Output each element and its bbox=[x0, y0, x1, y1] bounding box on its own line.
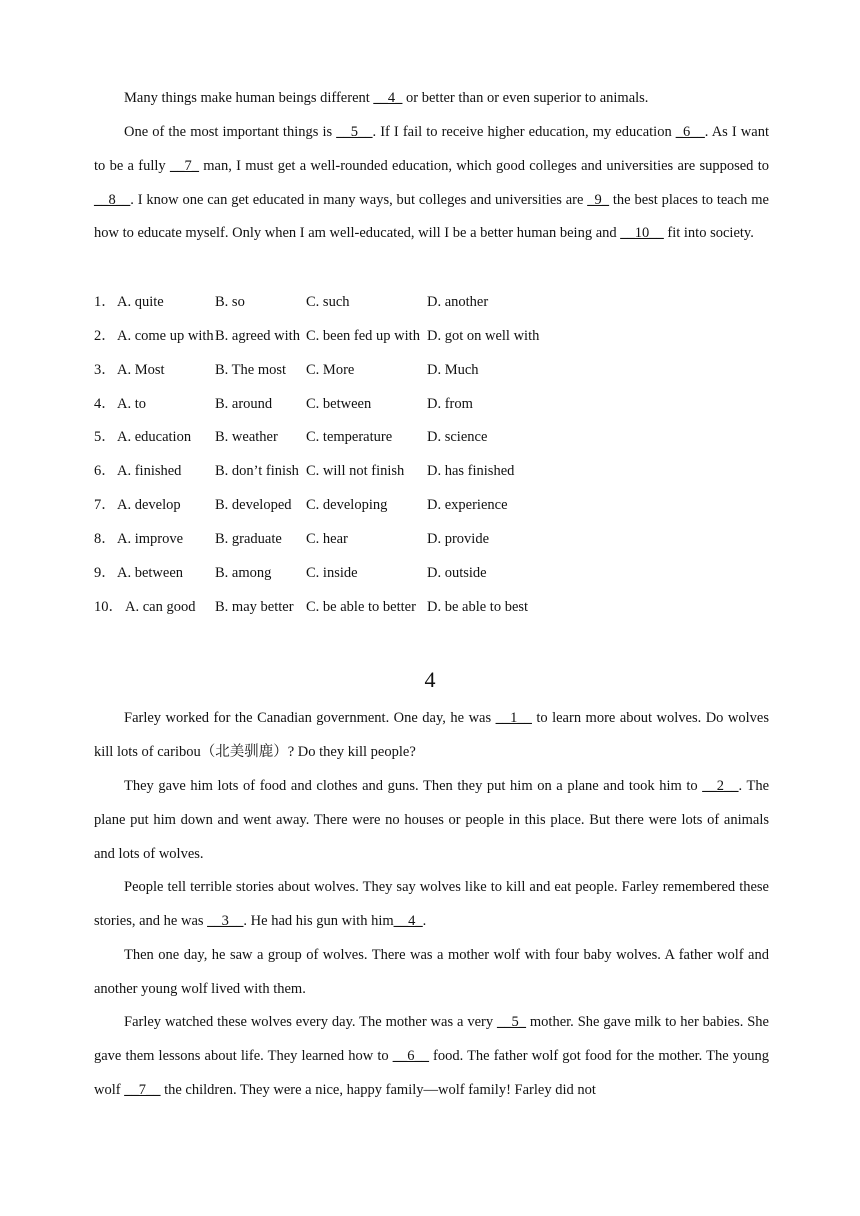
option-c: C. be able to better bbox=[306, 599, 416, 615]
passage3-paragraph-2 bbox=[94, 116, 769, 251]
text-segment: . bbox=[422, 912, 427, 929]
option-b: B. The most bbox=[215, 362, 287, 378]
option-d: D. Much bbox=[427, 362, 479, 378]
option-d: D. experience bbox=[427, 497, 508, 513]
option-d: D. science bbox=[427, 429, 488, 445]
question-number: 1． bbox=[94, 294, 116, 310]
question-number: 5． bbox=[94, 429, 116, 445]
blank-10: __10__ bbox=[620, 225, 664, 242]
option-a: A. Most bbox=[117, 362, 165, 378]
option-c: C. temperature bbox=[306, 429, 393, 445]
passage3-paragraph-1 bbox=[94, 82, 769, 116]
text-segment: . I know one can get educated in many ways, but colleges and universities are bbox=[130, 191, 588, 208]
option-c: C. between bbox=[306, 396, 372, 412]
blank-6: _6__ bbox=[675, 124, 705, 140]
passage4-paragraph-4 bbox=[94, 939, 769, 1007]
question-number: 10． bbox=[94, 599, 123, 615]
text-segment: to learn more about wolves. Do wolves kill lots of caribou（北美驯鹿）? Do they kill people? bbox=[94, 710, 769, 760]
option-c: C. been fed up with bbox=[306, 328, 420, 344]
passage4-paragraph-5 bbox=[94, 1006, 769, 1107]
question-number: 4． bbox=[94, 396, 116, 412]
text-segment: the children. They were a nice, happy family—wolf family! Farley did not bbox=[160, 1081, 596, 1098]
text-segment: . As I want to be a fully bbox=[94, 124, 769, 174]
option-a: A. come up with bbox=[117, 328, 214, 344]
option-b: B. may better bbox=[215, 599, 294, 615]
passage4-paragraph-2 bbox=[94, 770, 769, 871]
option-b: B. so bbox=[215, 294, 245, 310]
option-b: B. developed bbox=[215, 497, 292, 513]
text-segment: One of the most important things is bbox=[124, 124, 337, 140]
option-c: C. More bbox=[306, 362, 355, 378]
option-c: C. hear bbox=[306, 531, 348, 547]
option-c: C. inside bbox=[306, 565, 358, 581]
text-segment: People tell terrible stories about wolves. They say wolves like to kill and eat people. Farley remembered these stories, and he was bbox=[94, 879, 769, 929]
text-segment: man, I must get a well-rounded education, which good colleges and universities are supposed to bbox=[198, 157, 769, 174]
option-b: B. weather bbox=[215, 429, 278, 445]
option-a: A. develop bbox=[117, 497, 181, 513]
blank-1: __1__ bbox=[495, 710, 532, 726]
question-number: 3． bbox=[94, 362, 116, 378]
option-a: A. between bbox=[117, 565, 184, 581]
option-a: A. finished bbox=[117, 463, 182, 479]
option-c: C. such bbox=[306, 294, 350, 310]
section-number: 4 bbox=[424, 667, 436, 692]
passage4-paragraph-3 bbox=[94, 871, 769, 939]
blank-4: __4_ bbox=[373, 90, 403, 106]
option-a: A. quite bbox=[117, 294, 164, 310]
question-number: 7． bbox=[94, 497, 116, 513]
question-number: 9． bbox=[94, 565, 116, 581]
blank-7: __7_ bbox=[169, 157, 199, 174]
option-a: A. education bbox=[117, 429, 192, 445]
option-c: C. will not finish bbox=[306, 463, 405, 479]
option-b: B. agreed with bbox=[215, 328, 300, 344]
blank-4: __4_ bbox=[393, 912, 423, 929]
text-segment: Then one day, he saw a group of wolves. There was a mother wolf with four baby wolves. A father wolf and another young wolf lived with them. bbox=[94, 947, 769, 997]
option-a: A. improve bbox=[117, 531, 184, 547]
text-segment: . He had his gun with him bbox=[243, 912, 394, 929]
text-segment: mother. She gave milk to her babies. She gave them lessons about life. They learned how to bbox=[94, 1014, 769, 1064]
blank-5: __5_ bbox=[497, 1014, 526, 1030]
blank-6: __6__ bbox=[392, 1047, 429, 1064]
text-segment: . The plane put him down and went away. There were no houses or people in this place. But there were lots of animals and lots of wolves. bbox=[94, 778, 770, 862]
blank-2: __2__ bbox=[702, 778, 739, 794]
text-segment: They gave him lots of food and clothes and guns. Then they put him on a plane and took him to bbox=[124, 778, 703, 794]
option-d: D. outside bbox=[427, 565, 487, 581]
blank-3: __3__ bbox=[207, 912, 244, 929]
passage4-paragraph-1 bbox=[94, 702, 769, 770]
option-b: B. around bbox=[215, 396, 273, 412]
blank-7: __7__ bbox=[124, 1081, 161, 1098]
blank-9: _9_ bbox=[587, 191, 610, 208]
option-b: B. graduate bbox=[215, 531, 282, 547]
text-segment: food. The father wolf got food for the mother. The young wolf bbox=[94, 1047, 769, 1098]
option-a: A. can good bbox=[125, 599, 196, 615]
blank-5: __5__ bbox=[336, 124, 373, 140]
blank-8: __8__ bbox=[94, 191, 131, 208]
text-segment: fit into society. bbox=[663, 225, 754, 242]
text-segment: or better than or even superior to animals. bbox=[402, 90, 649, 106]
option-d: D. got on well with bbox=[427, 328, 540, 344]
option-b: B. don’t finish bbox=[215, 463, 299, 479]
option-a: A. to bbox=[117, 396, 146, 412]
option-d: D. be able to best bbox=[427, 599, 529, 615]
text-segment: . If I fail to receive higher education, my education bbox=[372, 124, 676, 140]
text-segment: the best places to teach me how to educate myself. Only when I am well-educated, will I be a better human being and bbox=[94, 191, 769, 242]
text-segment: Farley watched these wolves every day. The mother was a very bbox=[124, 1014, 497, 1030]
text-segment: Many things make human beings different bbox=[124, 90, 374, 106]
question-number: 8． bbox=[94, 531, 116, 547]
option-c: C. developing bbox=[306, 497, 388, 513]
question-number: 2． bbox=[94, 328, 116, 344]
option-b: B. among bbox=[215, 565, 272, 581]
option-d: D. provide bbox=[427, 531, 490, 547]
question-number: 6． bbox=[94, 463, 116, 479]
option-d: D. another bbox=[427, 294, 489, 310]
option-d: D. has finished bbox=[427, 463, 515, 479]
text-segment: Farley worked for the Canadian government. One day, he was bbox=[124, 710, 496, 726]
option-d: D. from bbox=[427, 396, 473, 412]
